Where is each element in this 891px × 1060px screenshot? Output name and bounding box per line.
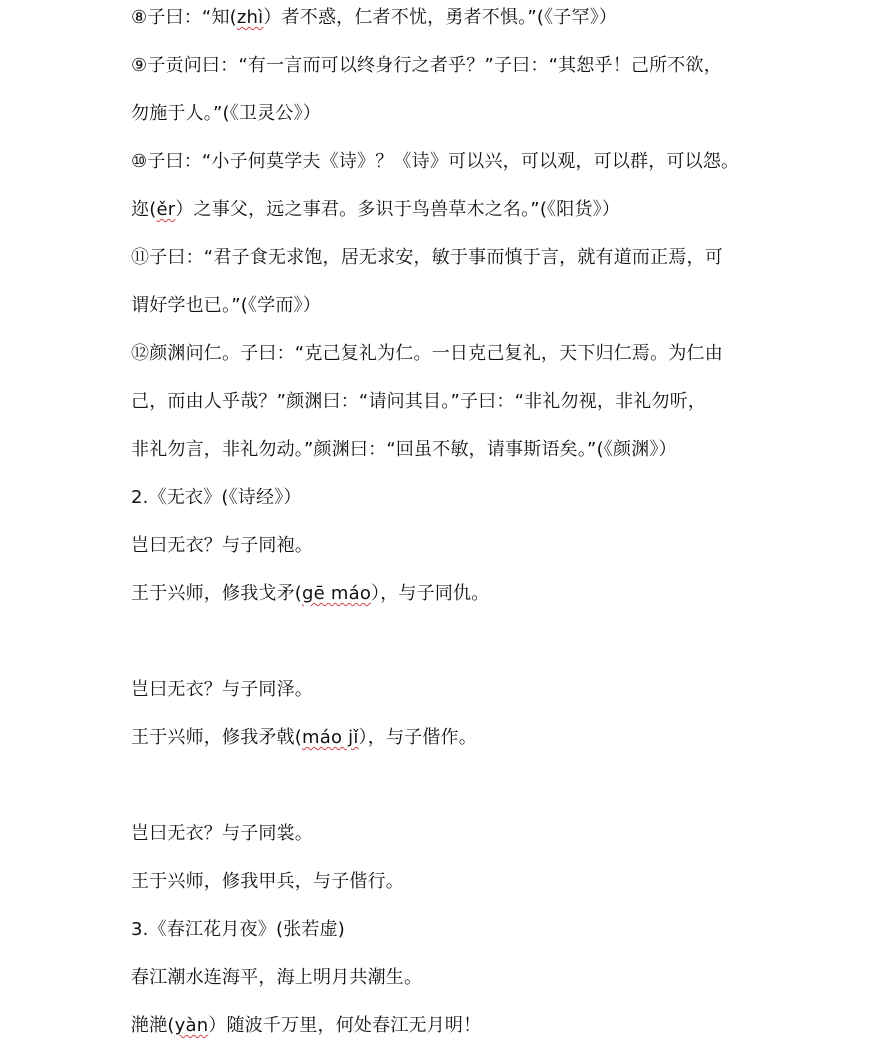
line-text: 2.《无衣》(《诗经》）: [131, 487, 302, 508]
text-line-analects-9b: [131, 102, 321, 126]
line-text: ）者不惑，仁者不忧，勇者不惧。”(《子罕》）: [263, 7, 618, 28]
poem-line: [131, 870, 404, 894]
text-line-analects-11b: [131, 294, 321, 318]
poem-line: [131, 582, 489, 606]
line-text: 王于兴师，修我矛戟(: [131, 727, 303, 748]
text-line-analects-10b: [131, 198, 620, 222]
line-text: 迩(: [131, 199, 157, 220]
poem-line: [131, 822, 313, 846]
text-line-analects-9a: [131, 54, 722, 78]
line-text: 非礼勿言，非礼勿动。”颜渊曰：“回虽不敏，请事斯语矣。”(《颜渊》）: [131, 439, 677, 460]
line-text: 王于兴师，修我甲兵，与子偕行。: [131, 871, 404, 892]
poem-line: [131, 678, 313, 702]
line-text: ⑩子曰：“小子何莫学夫《诗》？《诗》可以兴，可以观，可以群，可以怨。: [131, 151, 740, 172]
line-text: 谓好学也已。”(《学而》）: [131, 295, 321, 316]
poem-line: [131, 534, 313, 558]
line-text: ⑨子贡问曰：“有一言而可以终身行之者乎？”子曰：“其恕乎！己所不欲，: [131, 55, 722, 76]
line-text: 岂曰无衣？与子同裳。: [131, 823, 313, 844]
line-text: ⑫颜渊问仁。子曰：“克己复礼为仁。一日克己复礼，天下归仁焉。为仁由: [131, 343, 723, 364]
line-text: 王于兴师，修我戈矛(: [131, 583, 303, 604]
text-line-analects-8: [131, 6, 617, 30]
line-text: ⑧子曰：“知(: [131, 7, 237, 28]
pinyin-annotation: máo jǐ: [302, 727, 359, 748]
line-text: ⑪子曰：“君子食无求饱，居无求安，敏于事而慎于言，就有道而正焉，可: [131, 247, 723, 268]
line-text: 岂曰无衣？与子同袍。: [131, 535, 313, 556]
line-text: ）之事父，远之事君。多识于鸟兽草木之名。”(《阳货》）: [175, 199, 621, 220]
line-text: 春江潮水连海平，海上明月共潮生。: [131, 967, 423, 988]
pinyin-annotation: yàn: [174, 1015, 209, 1036]
line-text: ），与子同仇。: [371, 583, 490, 604]
poem-line: [131, 966, 422, 990]
pinyin-annotation: ěr: [156, 199, 176, 220]
line-text: 3.《春江花月夜》(张若虚): [131, 919, 346, 940]
text-line-analects-11a: [131, 246, 723, 270]
pinyin-annotation: gē máo: [302, 583, 372, 604]
section-heading-wuyi: [131, 486, 302, 510]
line-text: ）随波千万里，何处春江无月明！: [208, 1015, 482, 1036]
line-text: ），与子偕作。: [358, 727, 477, 748]
pinyin-annotation: zhì: [236, 7, 264, 28]
text-line-analects-12b: [131, 390, 706, 414]
line-text: 岂曰无衣？与子同泽。: [131, 679, 313, 700]
poem-line: [131, 1014, 481, 1038]
line-text: 己，而由人乎哉？”颜渊曰：“请问其目。”子曰：“非礼勿视，非礼勿听，: [131, 391, 707, 412]
poem-line: [131, 726, 477, 750]
text-line-analects-12c: [131, 438, 677, 462]
text-line-analects-10a: [131, 150, 739, 174]
text-line-analects-12a: [131, 342, 723, 366]
section-heading-chunjiang: [131, 918, 345, 942]
line-text: 勿施于人。”(《卫灵公》）: [131, 103, 321, 124]
line-text: 滟滟(: [131, 1015, 175, 1036]
